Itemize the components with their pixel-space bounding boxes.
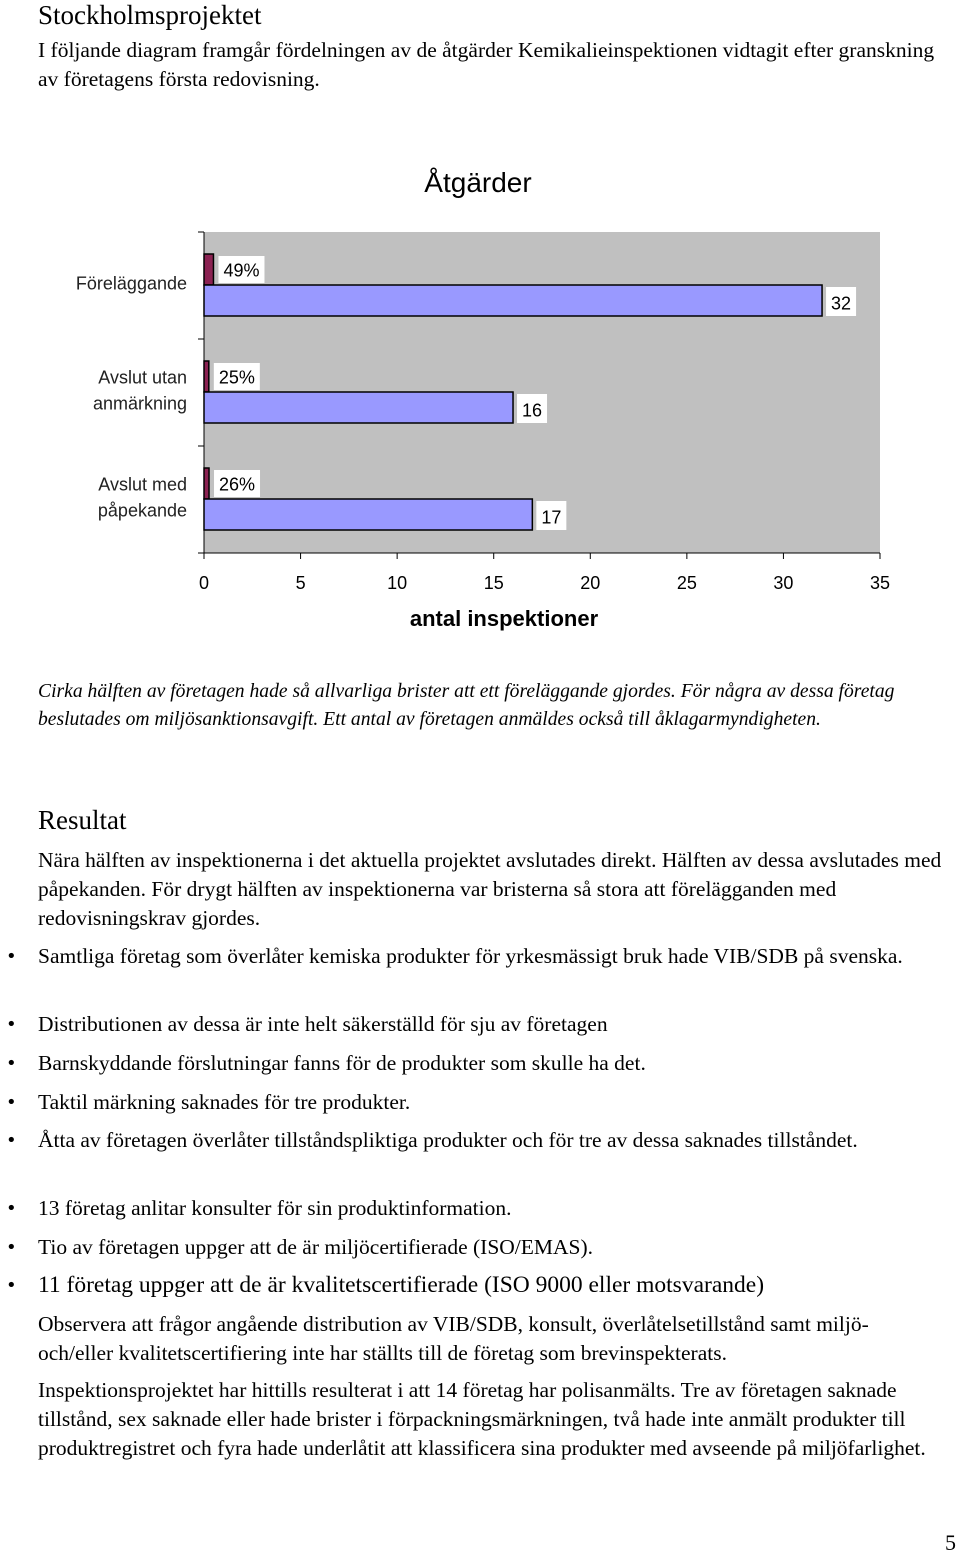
chart-x-tick-label: 35: [869, 573, 891, 593]
chart-data-label: 32: [831, 293, 852, 314]
section-heading-stockholmsprojektet: Stockholmsprojektet: [38, 0, 262, 30]
chart-category-label: Föreläggande: [75, 273, 187, 294]
chart-bar-count: [204, 499, 532, 530]
section-heading-resultat: Resultat: [38, 805, 127, 835]
chart-x-tick-label: 25: [676, 573, 697, 593]
chart-plot-area: [76, 232, 890, 593]
chart-x-tick-label: 0: [198, 573, 210, 593]
bullet-item: • Barnskyddande förslutningar fanns för de produkter som skulle ha det.: [38, 1049, 953, 1078]
chart-x-axis-label: antal inspektioner: [409, 606, 599, 631]
chart-x-tick-label: 10: [387, 573, 408, 593]
chart-category-label: påpekande: [97, 500, 187, 521]
inspection-result-paragraph: Inspektionsprojektet har hittills resulterat i att 14 företag har polisanmälts. Tre av företagen saknade tillstånd, sex saknade eller hade brister i förpackningsmärkningen, två hade inte anmält produkter till produktregistret och fyra hade underlåtit att klassificera sina produkter med avseende på miljöfarlighet.: [38, 1378, 926, 1460]
bullet-item: • Tio av företagen uppger att de är miljöcertifierade (ISO/EMAS).: [38, 1233, 953, 1262]
chart-category-label: anmärkning: [92, 393, 187, 414]
chart-caption: Cirka hälften av företagen hade så allvarliga brister att ett föreläggande gjordes. För några av dessa företag beslutades om miljösanktionsavgift. Ett antal av företagen anmäldes också till åklagarmyndigheten.: [38, 681, 895, 730]
bullet-item: • 13 företag anlitar konsulter för sin produktinformation.: [38, 1194, 953, 1223]
chart-bar-share: [204, 254, 213, 285]
chart-data-label: 17: [541, 507, 562, 528]
intro-paragraph: I följande diagram framgår fördelningen av de åtgärder Kemikalieinspektionen vidtagit efter granskning av företagens första redovisning.: [38, 38, 935, 91]
chart-bar-count: [204, 285, 822, 316]
chart-category-label: Avslut utan: [98, 367, 187, 388]
chart-data-label: 49%: [223, 260, 260, 281]
bullet-item: • Åtta av företagen överlåter tillståndspliktiga produkter och för tre av dessa saknades tillståndet.: [38, 1126, 953, 1155]
chart-bar-count: [204, 392, 513, 423]
chart-x-tick-label: 15: [483, 573, 504, 593]
chart-x-tick-label: 5: [295, 573, 306, 593]
page-number: 5: [945, 1530, 956, 1555]
chart-x-tick-label: 20: [580, 573, 601, 593]
chart-data-label: 26%: [219, 474, 256, 495]
observera-paragraph: Observera att frågor angående distribution av VIB/SDB, konsult, överlåtelsetillstånd samt miljö- och/eller kvalitetscertifiering inte har ställts till de företag som brevinspekterats.: [38, 1312, 869, 1365]
chart-bar-share: [204, 361, 209, 392]
chart-x-tick-label: 30: [773, 573, 794, 593]
chart-data-label: 16: [522, 400, 543, 421]
bullet-item: • Taktil märkning saknades för tre produkter.: [38, 1088, 953, 1117]
bullet-item: • 11 företag uppger att de är kvalitetscertifierade (ISO 9000 eller motsvarande): [38, 1271, 953, 1300]
bullet-item: • Distributionen av dessa är inte helt säkerställd för sju av företagen: [38, 1010, 953, 1039]
chart-data-label: 25%: [218, 367, 255, 388]
chart-title: Åtgärder: [424, 167, 532, 198]
results-paragraph: Nära hälften av inspektionerna i det aktuella projektet avslutades direkt. Hälften av dessa avslutades med påpekanden. För drygt hälften av inspektionerna var bristerna så stora att förelägganden med redovisningskrav gjordes.: [38, 848, 942, 930]
bullet-item: • Samtliga företag som överlåter kemiska produkter för yrkesmässigt bruk hade VIB/SDB på svenska.: [38, 942, 953, 971]
atgarder-chart: [0, 140, 960, 640]
chart-bar-share: [204, 468, 209, 499]
chart-category-label: Avslut med: [98, 474, 187, 495]
